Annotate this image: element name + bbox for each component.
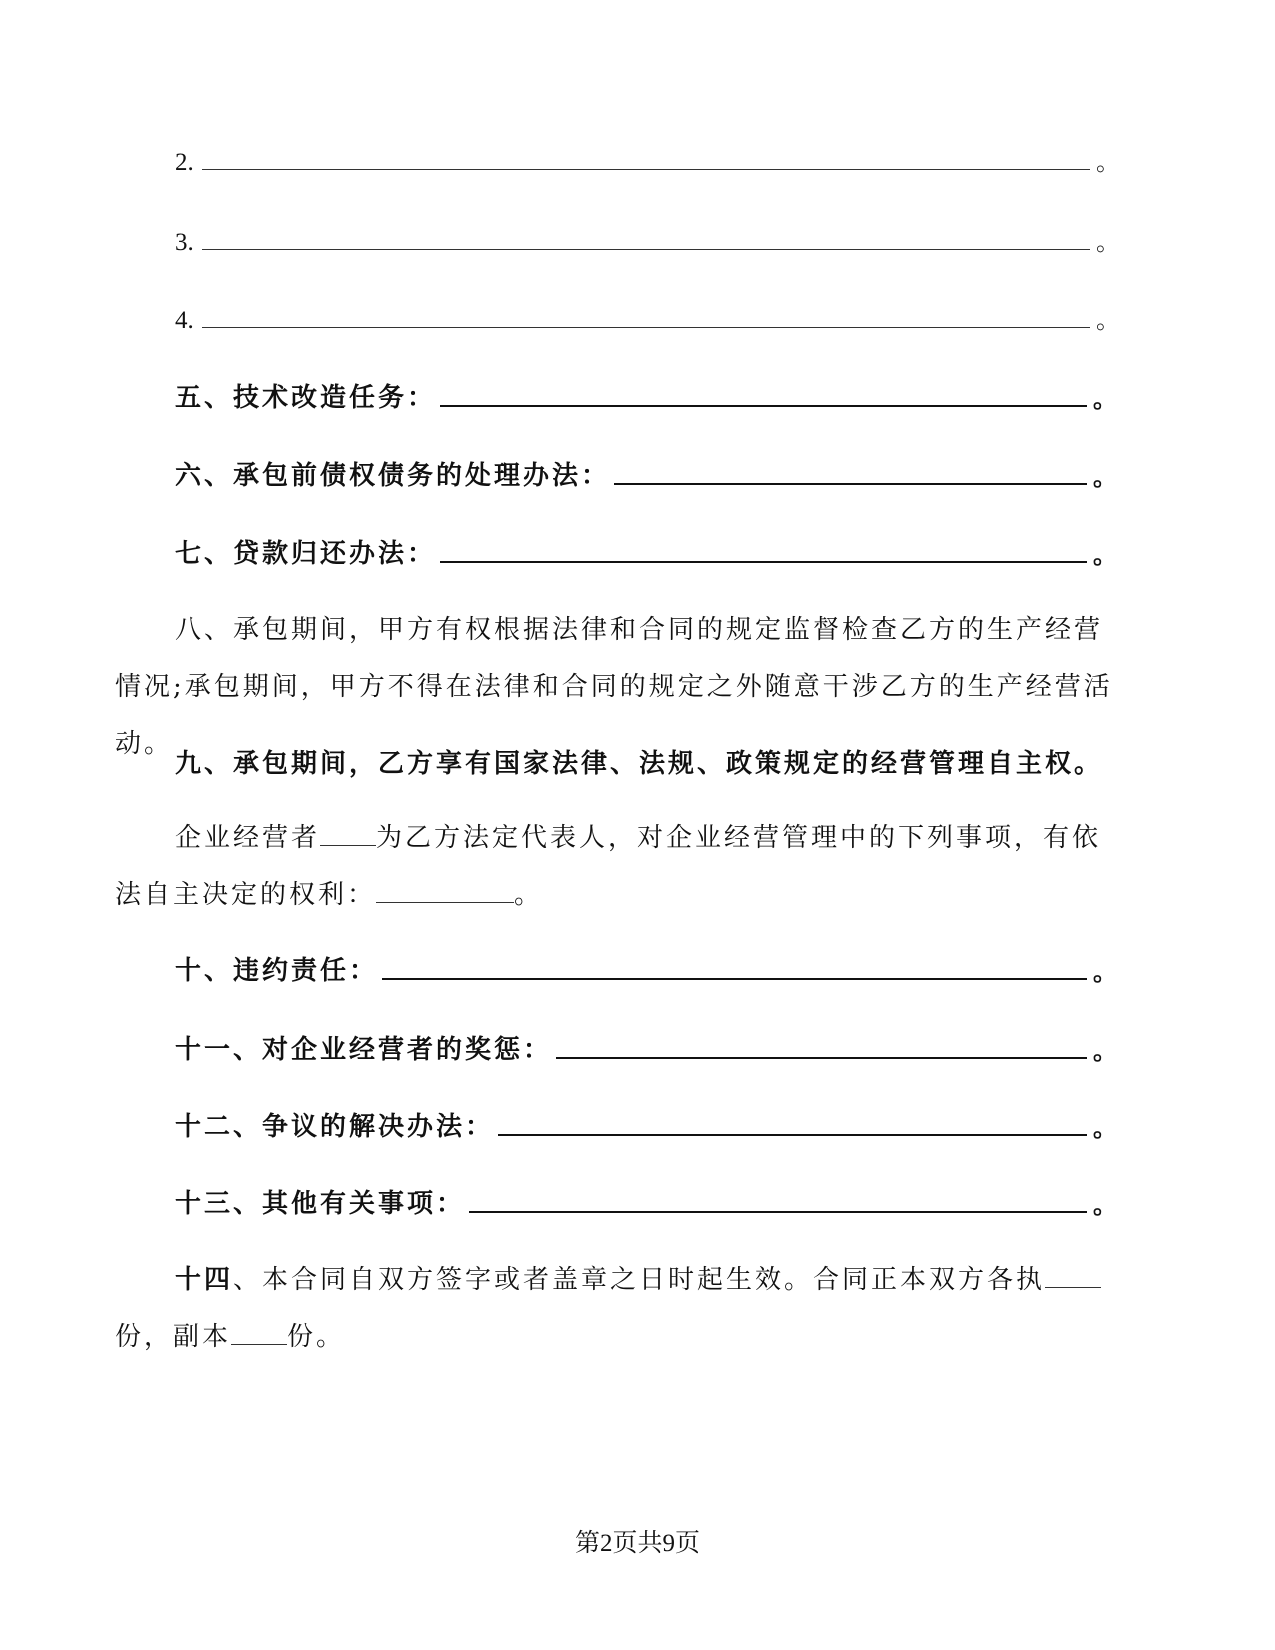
period: 。: [1096, 306, 1120, 334]
clause-label: 十一、对企业经营者的奖惩：: [175, 1035, 553, 1065]
clause-8-text: 八、承包期间，甲方有权根据法律和合同的规定监督检查乙方的生产经营情况;承包期间，甲方不得在法律和合同的规定之外随意干涉乙方的生产经营活动。: [115, 615, 1113, 759]
page-number-footer: 第2页共9页: [574, 1530, 700, 1557]
clause-14: [115, 1252, 1125, 1366]
clause-9-detail-part2: 为乙方法定代表人，对企业经营管理中的下列事项，有依法自主决定的权利：: [115, 823, 1102, 910]
fill-in-line[interactable]: [614, 483, 1087, 485]
list-item-2: [175, 142, 1120, 177]
clause-6: [175, 455, 1120, 492]
clause-10: [175, 950, 1120, 987]
period: 。: [514, 880, 544, 910]
fill-in-line[interactable]: [440, 405, 1087, 407]
clause-label: 十三、其他有关事项：: [175, 1189, 466, 1219]
clause-9-text: 九、承包期间，乙方享有国家法律、法规、政策规定的经营管理自主权。: [175, 749, 1104, 779]
period: 。: [1093, 957, 1120, 986]
list-item-3: [175, 222, 1120, 257]
period: 。: [1093, 540, 1120, 569]
fill-in-line[interactable]: [202, 249, 1090, 250]
fill-in-line[interactable]: [202, 327, 1090, 328]
period: 。: [1096, 148, 1120, 176]
clause-9-detail-part1: 企业经营者: [175, 823, 321, 853]
fill-in-line[interactable]: [440, 561, 1087, 563]
clause-5: [175, 377, 1120, 414]
list-number: 2.: [175, 149, 194, 176]
list-number: 3.: [175, 229, 194, 256]
clause-14-part1: 、本合同自双方签字或者盖章之日时起生效。合同正本双方各执: [233, 1265, 1046, 1295]
period: 。: [1093, 462, 1120, 491]
fill-in-line[interactable]: [498, 1134, 1087, 1136]
fill-in-line[interactable]: [382, 978, 1087, 980]
list-number: 4.: [175, 307, 194, 334]
clause-9: [175, 743, 1120, 780]
clause-13: [175, 1183, 1120, 1220]
fill-in-line[interactable]: [202, 169, 1090, 170]
clause-label: 七、贷款归还办法：: [175, 539, 437, 569]
clause-label: 十、违约责任：: [175, 956, 379, 986]
period: 。: [1093, 1036, 1120, 1065]
clause-label: 六、承包前债权债务的处理办法：: [175, 461, 611, 491]
clause-11: [175, 1029, 1120, 1066]
fill-in-blank[interactable]: [320, 823, 376, 846]
list-item-4: [175, 300, 1120, 335]
clause-14-end: 份。: [287, 1322, 346, 1352]
clause-label: 十二、争议的解决办法：: [175, 1112, 495, 1142]
period: 。: [1093, 1190, 1120, 1219]
fill-in-line[interactable]: [556, 1057, 1087, 1059]
clause-7: [175, 533, 1120, 570]
fill-in-blank[interactable]: [231, 1322, 287, 1345]
period: 。: [1093, 1113, 1120, 1142]
clause-9-detail: [115, 810, 1125, 924]
fill-in-line[interactable]: [469, 1211, 1087, 1213]
period: 。: [1093, 384, 1120, 413]
clause-label: 五、技术改造任务：: [175, 383, 437, 413]
clause-12: [175, 1106, 1120, 1143]
fill-in-blank[interactable]: [1045, 1265, 1101, 1288]
clause-14-part2: 份，副本: [115, 1322, 232, 1352]
clause-14-lead: 十四: [175, 1265, 234, 1295]
period: 。: [1096, 228, 1120, 256]
fill-in-blank[interactable]: [376, 880, 514, 903]
